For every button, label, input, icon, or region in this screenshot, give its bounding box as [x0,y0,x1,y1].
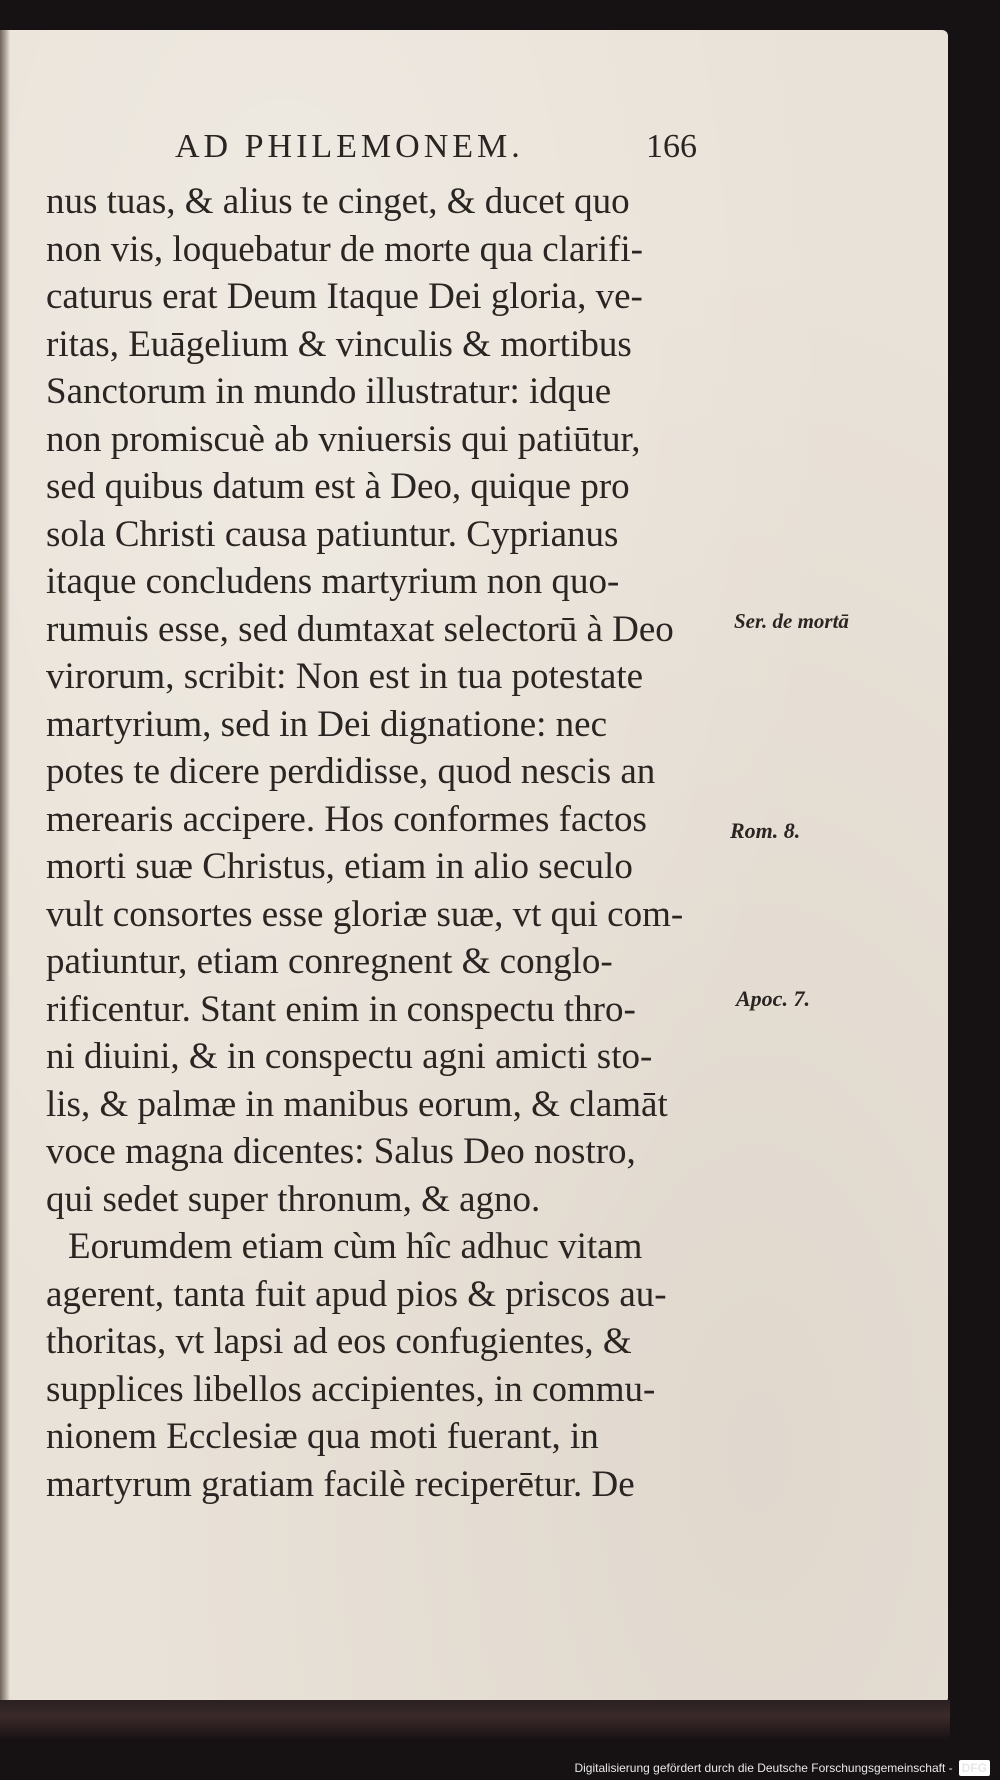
page-bottom-shadow [0,1700,950,1740]
body-text [46,178,726,1508]
page-header [0,128,948,178]
paragraph-start-line: Eorumdem etiam cùm hîc adhuc vitam [68,1226,643,1267]
text-line: voce magna dicentes: Salus Deo nostro, [46,1131,636,1172]
text-line: nus tuas, & alius te cinget, & ducet quo [46,181,630,222]
text-line: martyrum gratiam facilè reciperētur. De [46,1463,635,1505]
text-line: ni diuini, & in conspectu agni amicti sto- [46,1036,653,1077]
text-line: caturus erat Deum Itaque Dei gloria, ve- [46,276,643,317]
text-line: lis, & palmæ in manibus eorum, & clamāt [46,1083,668,1125]
marginal-note-apocalypse: Apoc. 7. [736,986,810,1011]
credit-text: Digitalisierung gefördert durch die Deutsche Forschungsgemeinschaft - [574,1761,953,1775]
text-line: martyrium, sed in Dei dignatione: nec [46,703,608,745]
text-line: potes te dicere perdidisse, quod nescis an [46,751,656,792]
text-line: qui sedet super thronum, & agno. [46,1178,541,1220]
text-line: non promiscuè ab vniuersis qui patiūtur, [46,418,641,460]
text-line: rumuis esse, sed dumtaxat selectorū à Deo [46,608,674,650]
text-line: sed quibus datum est à Deo, quique pro [46,466,630,507]
text-line: supplices libellos accipientes, in commu- [46,1368,656,1410]
text-line: thoritas, vt lapsi ad eos confugientes, & [46,1321,632,1362]
text-line: morti suæ Christus, etiam in alio seculo [46,846,633,887]
page-edge [0,30,10,1702]
text-line: nionem Ecclesiæ qua moti fuerant, in [46,1416,599,1457]
text-line: sola Christi causa patiuntur. Cyprianus [46,513,619,555]
text-line: merearis accipere. Hos conformes factos [46,798,647,840]
text-line: vult consortes esse gloriæ suæ, vt qui com- [46,893,684,935]
text-line: agerent, tanta fuit apud pios & priscos au- [46,1273,667,1315]
text-line: patiuntur, etiam conregnent & conglo- [46,941,613,982]
marginal-note-sermo: Ser. de mortā [734,609,849,633]
text-line: ritas, Euāgelium & vinculis & mortibus [46,323,632,365]
running-head: AD PHILEMONEM. [175,128,524,165]
digitization-credit [574,1759,990,1777]
dfg-logo-icon: DFG [959,1760,990,1776]
text-line: Sanctorum in mundo illustratur: idque [46,371,612,412]
text-line: virorum, scribit: Non est in tua potestate [46,656,644,697]
text-line: rificentur. Stant enim in conspectu thro- [46,988,636,1030]
marginal-note-romans: Rom. 8. [730,818,801,843]
text-line: itaque concludens martyrium non quo- [46,561,620,602]
page-number: 166 [646,128,697,165]
text-line: non vis, loquebatur de morte qua clarifi- [46,228,643,270]
